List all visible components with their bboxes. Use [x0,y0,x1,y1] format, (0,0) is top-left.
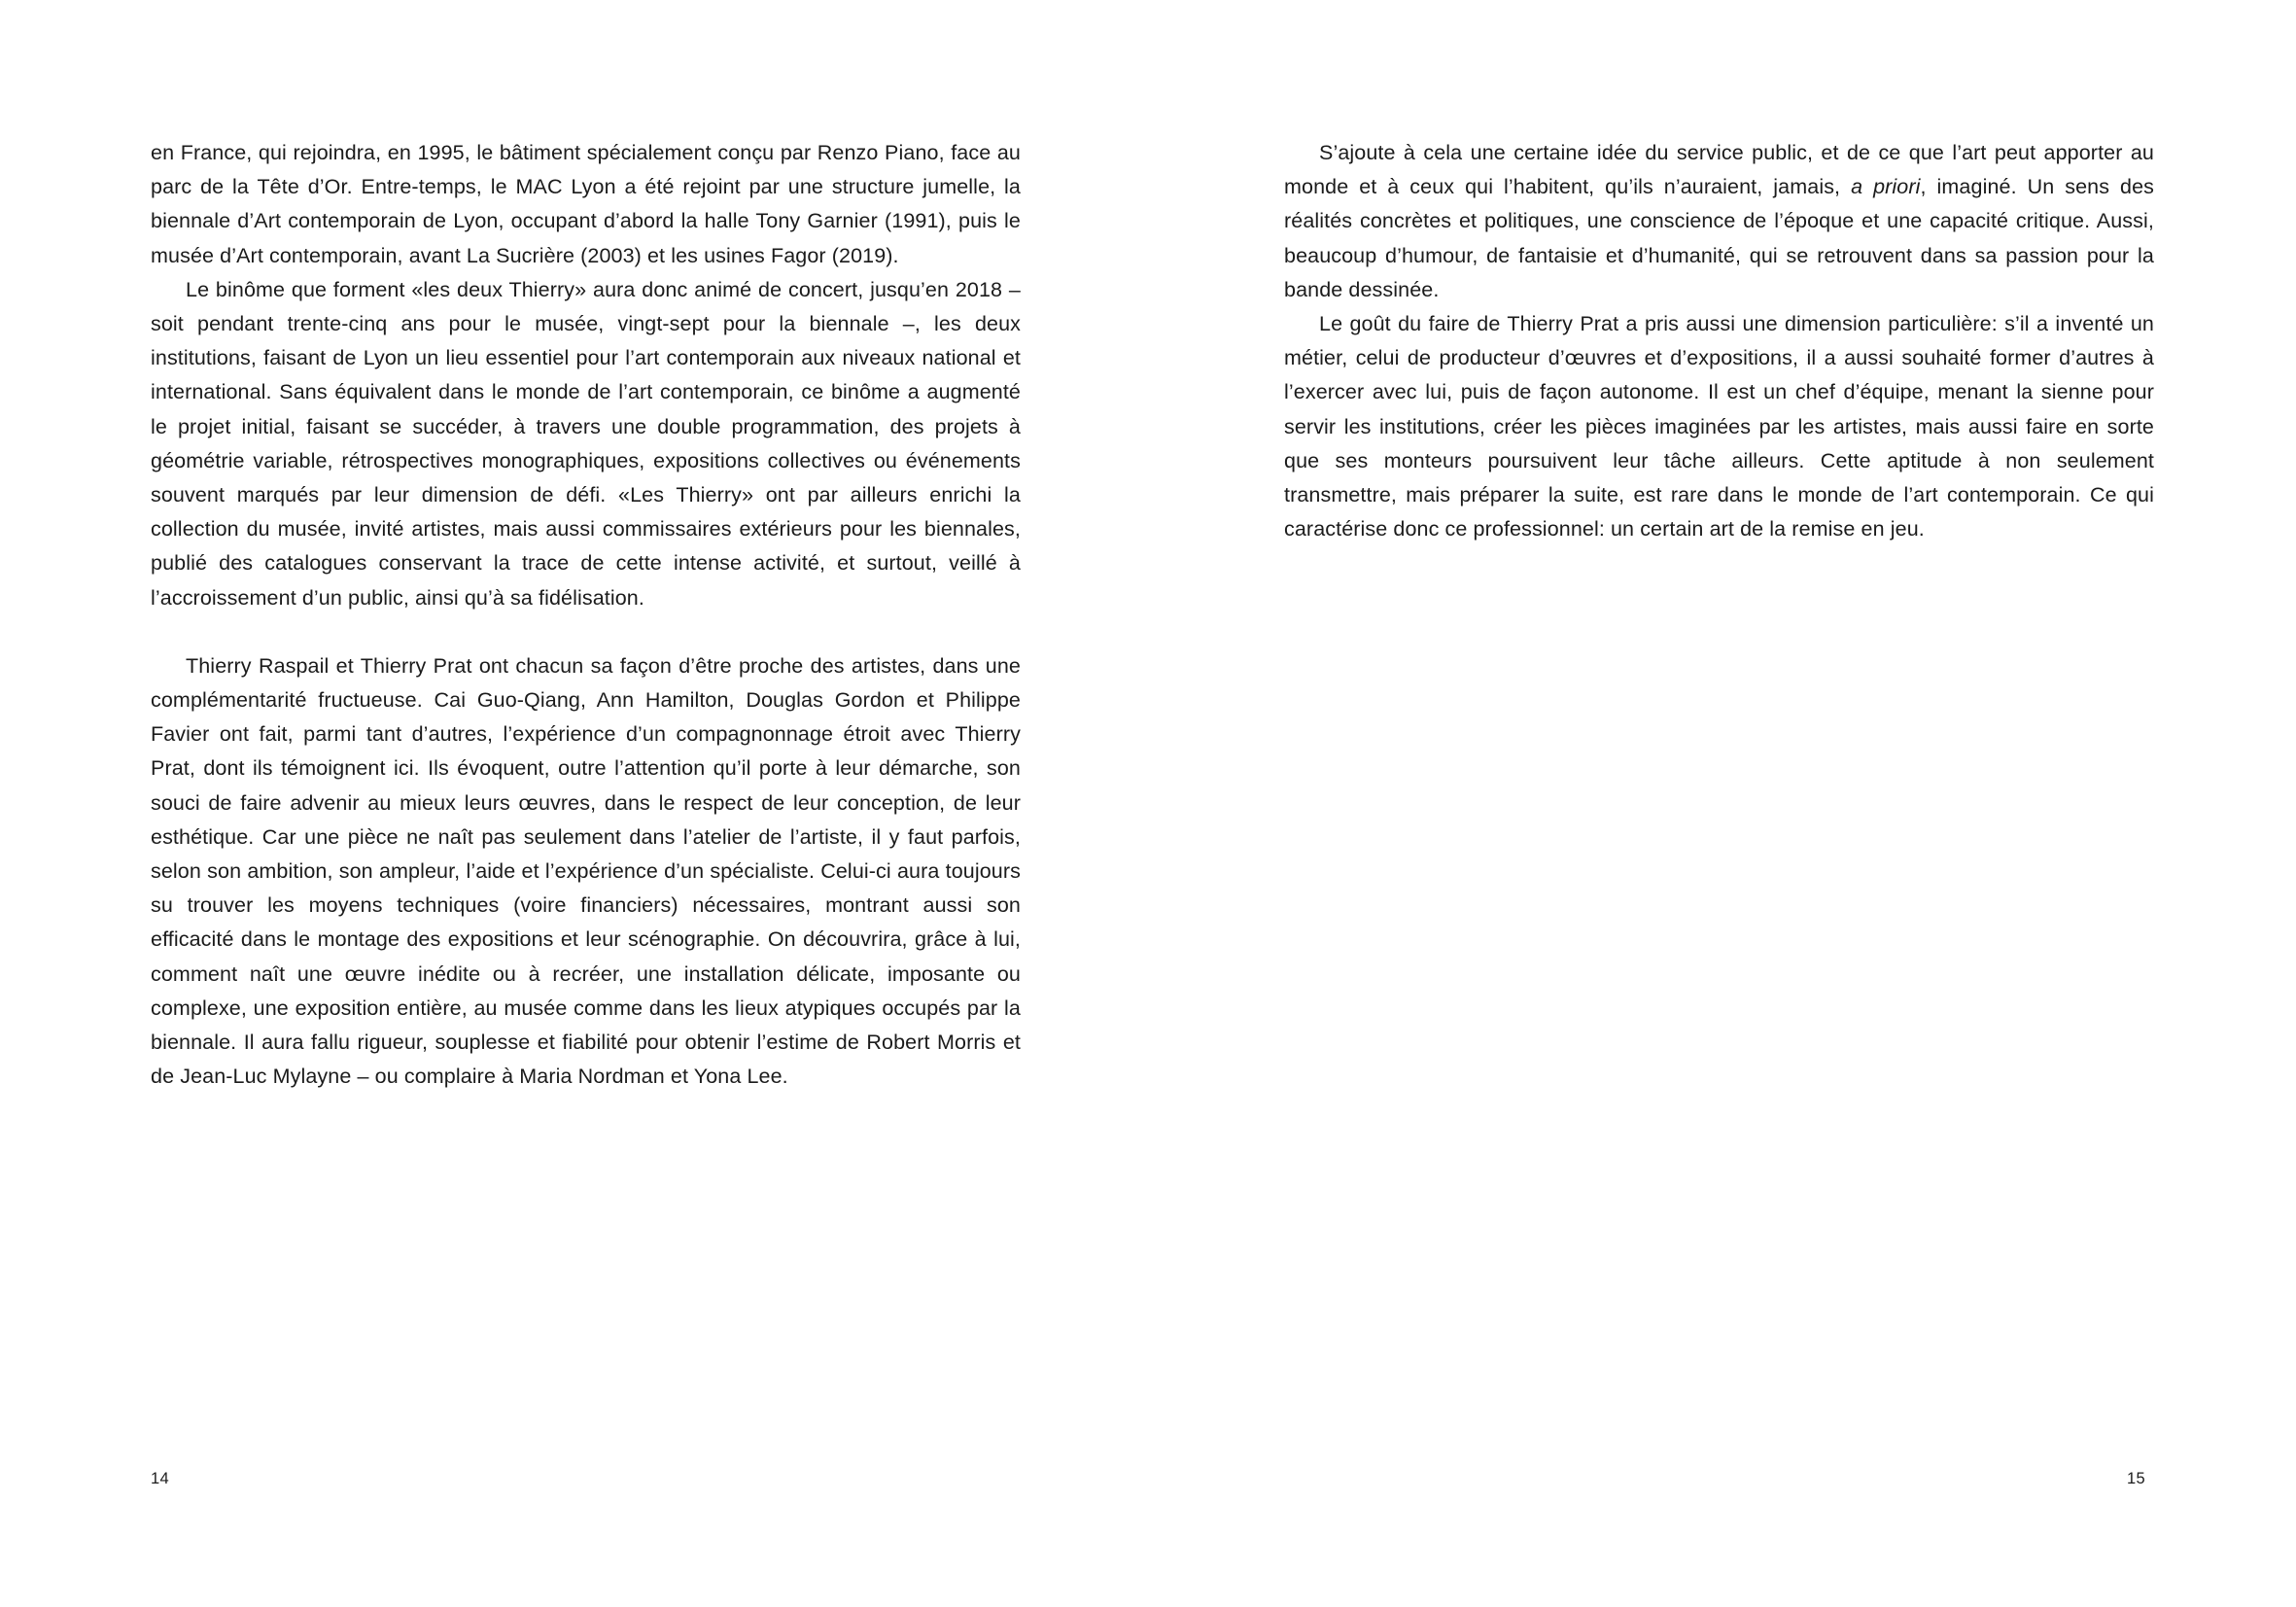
paragraph [1284,136,2154,307]
page-number-right: 15 [2126,1470,2145,1487]
text-column-right [1284,136,2154,546]
paragraph: Le goût du faire de Thierry Prat a pris aussi une dimension particulière: s’il a inventé un métier, celui de producteur d’œuvres et d’expositions, il a aussi souhaité former d’autres à l’exercer avec lui, puis de façon autonome. Il est un chef d’équipe, menant la sienne pour servir les institutions, créer les pièces imaginées par les artistes, mais aussi faire en sorte que ses monteurs poursuivent leur tâche ailleurs. Cette aptitude à non seulement transmettre, mais préparer la suite, est rare dans le monde de l’art contemporain. Ce qui caractérise donc ce professionnel: un certain art de la remise en jeu. [1284,312,2154,541]
paragraph: Thierry Raspail et Thierry Prat ont chacun sa façon d’être proche des artistes, dans une complémentarité fructueuse. Cai Guo-Qiang, Ann Hamilton, Douglas Gordon et Philippe Favier ont fait, parmi tant d’autres, l’expérience d’un compagnonnage étroit avec Thierry Prat, dont ils témoignent ici. Ils évoquent, outre l’attention qu’il porte à leur démarche, son souci de faire advenir au mieux leurs œuvres, dans le respect de leur conception, de leur esthétique. Car une pièce ne naît pas seulement dans l’atelier de l’artiste, il y faut parfois, selon son ambition, son ampleur, l’aide et l’expérience d’un spécialiste. Celui-ci aura toujours su trouver les moyens techniques (voire financiers) nécessaires, montrant aussi son efficacité dans le montage des expositions et leur scénographie. On découvrira, grâce à lui, comment naît une œuvre inédite ou à recréer, une installation délicate, imposante ou complexe, une exposition entière, au musée comme dans les lieux atypiques occupés par la biennale. Il aura fallu rigueur, souplesse et fiabilité pour obtenir l’estime de Robert Morris et de Jean-Luc Mylayne – ou complaire à Maria Nordman et Yona Lee. [151,653,1021,1089]
italic-term: a priori [1851,175,1921,199]
paragraph: en France, qui rejoindra, en 1995, le bâtiment spécialement conçu par Renzo Piano, face au parc de la Tête d’Or. Entre-temps, le MAC Lyon a été rejoint par une structure jumelle, la biennale d’Art contemporain de Lyon, occupant d’abord la halle Tony Garnier (1991), puis le musée d’Art contemporain, avant La Sucrière (2003) et les usines Fagor (2019). [151,141,1021,267]
paragraph-segment: , imaginé. Un sens des réalités concrètes et politiques, une conscience de l’époque et une capacité critique. Aussi, beaucoup d’humour, de fantaisie et d’humanité, qui se retrouvent dans sa passion pour la bande dessinée. [1284,175,2155,301]
paragraph: Le binôme que forment «les deux Thierry» aura donc animé de concert, jusqu’en 2018 – soit pendant trente-cinq ans pour le musée, vingt-sept pour la biennale –, les deux institutions, faisant de Lyon un lieu essentiel pour l’art contemporain aux niveaux national et international. Sans équivalent dans le monde de l’art contemporain, ce binôme a augmenté le projet initial, faisant se succéder, à travers une double programmation, des projets à géométrie variable, rétrospectives monographiques, expositions collectives ou événements souvent marqués par leur dimension de défi. «Les Thierry» ont par ailleurs enrichi la collection du musée, invité artistes, mais aussi commissaires extérieurs pour les biennales, publié des catalogues conservant la trace de cette intense activité, et surtout, veillé à l’accroissement d’un public, ainsi qu’à sa fidélisation. [151,277,1021,610]
paragraph-segment: S’ajoute à cela une certaine idée du service public, et de ce que l’art peut apporter au monde et à ceux qui l’habitent, qu’ils n’auraient, jamais, [1284,141,2154,199]
page-right [1148,0,2296,1607]
text-column-left [151,136,1021,1094]
page-number-left: 14 [151,1470,170,1487]
